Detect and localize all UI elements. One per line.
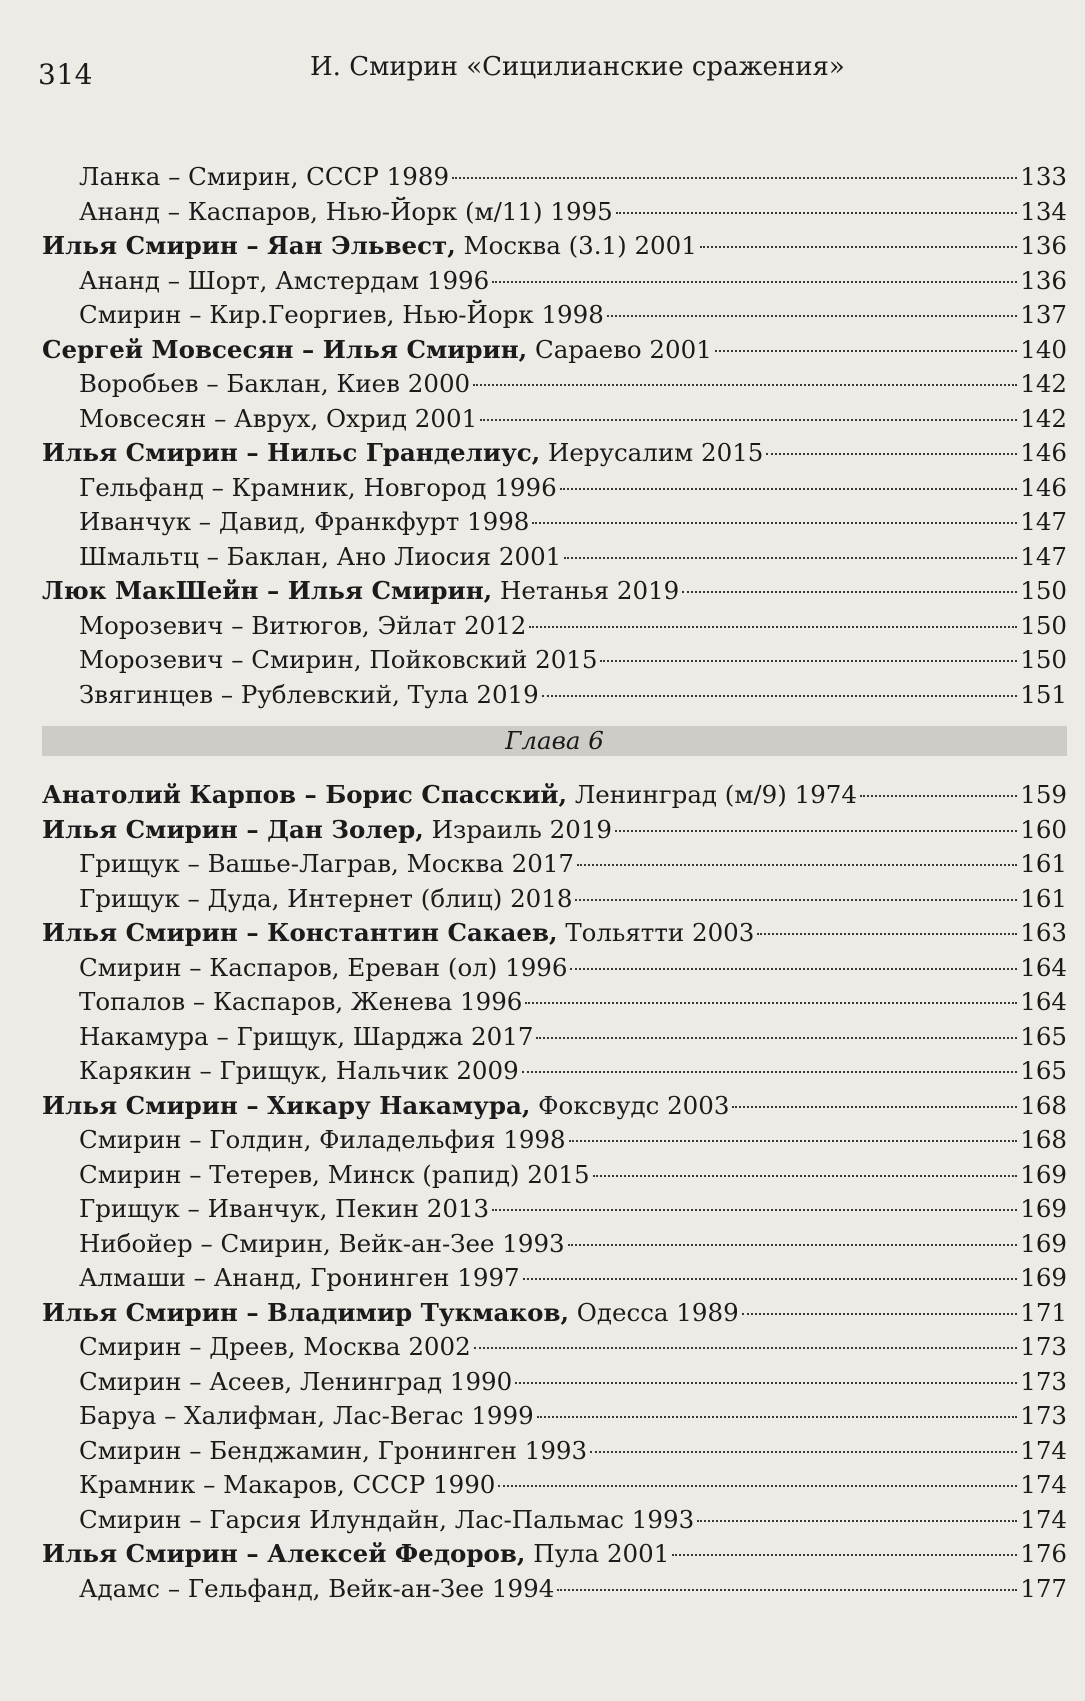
entry-title: [42, 778, 857, 813]
page-header: [0, 50, 1085, 110]
entry-players: Илья Смирин – Владимир Тукмаков,: [42, 1297, 570, 1327]
entry-text: Накамура – Грищук, Шарджа 2017: [79, 1021, 534, 1051]
entry-title: [42, 333, 712, 368]
toc-entry: [42, 229, 1067, 264]
entry-text: Ананд – Каспаров, Нью-Йорк (м/11) 1995: [79, 196, 613, 226]
entry-title: [42, 264, 489, 299]
dot-leader: [542, 695, 1018, 697]
page-ref: 133: [1020, 162, 1067, 191]
entry-players: Илья Смирин – Дан Золер,: [42, 814, 424, 844]
entry-title: [42, 1296, 739, 1331]
entry-text: Смирин – Каспаров, Ереван (ол) 1996: [79, 952, 568, 982]
dot-leader: [523, 1278, 1018, 1280]
toc-subentry: [42, 643, 1067, 678]
entry-text: Топалов – Каспаров, Женева 1996: [79, 987, 523, 1016]
dot-leader: [452, 177, 1017, 179]
entry-text: Одесса 1989: [569, 1297, 739, 1327]
entry-players: Илья Смирин – Яан Эльвест,: [42, 231, 456, 260]
dot-leader: [616, 212, 1018, 214]
page-ref: 161: [1020, 849, 1067, 878]
entry-text: Грищук – Иванчук, Пекин 2013: [79, 1194, 490, 1223]
entry-text: Гельфанд – Крамник, Новгород 1996: [79, 472, 557, 502]
running-title: И. Смирин «Сицилианские сражения»: [310, 52, 845, 82]
toc-entry: [42, 1296, 1067, 1331]
page-ref: 169: [1020, 1159, 1067, 1189]
entry-title: [42, 813, 612, 848]
entry-title: [42, 1089, 729, 1124]
page-ref: 146: [1020, 438, 1067, 467]
entry-text: Смирин – Асеев, Ленинград 1990: [79, 1366, 513, 1396]
entry-text: Израиль 2019: [423, 814, 613, 844]
toc-section-b: [42, 778, 1067, 1606]
page-ref: 159: [1020, 780, 1067, 809]
entry-text: Смирин – Гарсия Илундайн, Лас-Пальмас 1993: [79, 1504, 695, 1534]
entry-title: [42, 1365, 512, 1400]
entry-title: [42, 882, 572, 917]
entry-title: [42, 540, 561, 575]
toc-entry: [42, 436, 1067, 471]
page-ref: 134: [1020, 196, 1067, 226]
toc-subentry: [42, 298, 1067, 333]
toc-entry: [42, 778, 1067, 813]
dot-leader: [715, 350, 1017, 352]
entry-text: Ланка – Смирин, СССР 1989: [79, 162, 450, 191]
page-ref: 168: [1020, 1090, 1067, 1120]
dot-leader: [492, 281, 1017, 283]
toc-subentry: [42, 1192, 1067, 1227]
table-of-contents: [42, 160, 1067, 1606]
dot-leader: [529, 626, 1017, 628]
dot-leader: [536, 1037, 1017, 1039]
entry-text: Алмаши – Ананд, Гронинген 1997: [79, 1263, 520, 1292]
toc-subentry: [42, 847, 1067, 882]
dot-leader: [522, 1071, 1018, 1073]
entry-text: Нетанья 2019: [492, 576, 680, 605]
entry-title: [42, 402, 477, 437]
page-ref: 150: [1020, 645, 1067, 674]
page-ref: 174: [1020, 1504, 1067, 1534]
entry-players: Илья Смирин – Константин Сакаев,: [42, 918, 558, 947]
toc-subentry: [42, 264, 1067, 299]
dot-leader: [492, 1209, 1017, 1211]
page-ref: 161: [1020, 883, 1067, 913]
toc-subentry: [42, 1227, 1067, 1262]
page-ref: 136: [1020, 231, 1067, 260]
entry-title: [42, 471, 557, 506]
entry-text: Крамник – Макаров, СССР 1990: [79, 1470, 496, 1499]
entry-players: Сергей Мовсесян – Илья Смирин,: [42, 334, 528, 364]
entry-text: Морозевич – Витюгов, Эйлат 2012: [79, 610, 527, 640]
toc-subentry: [42, 1468, 1067, 1503]
entry-title: [42, 678, 539, 713]
toc-subentry: [42, 1330, 1067, 1365]
toc-subentry: [42, 1572, 1067, 1607]
page-ref: 169: [1020, 1194, 1067, 1223]
entry-title: [42, 436, 763, 471]
page-ref: 147: [1020, 541, 1067, 571]
toc-subentry: [42, 1399, 1067, 1434]
toc-entry: [42, 1537, 1067, 1572]
toc-subentry: [42, 985, 1067, 1020]
page-ref: 171: [1020, 1297, 1067, 1327]
entry-text: Адамс – Гельфанд, Вейк-ан-Зее 1994: [79, 1573, 555, 1603]
entry-text: Тольятти 2003: [557, 918, 755, 947]
toc-subentry: [42, 1503, 1067, 1538]
toc-subentry: [42, 951, 1067, 986]
page-ref: 176: [1020, 1539, 1067, 1568]
entry-text: Смирин – Дреев, Москва 2002: [79, 1332, 471, 1361]
entry-text: Мовсесян – Аврух, Охрид 2001: [79, 403, 478, 433]
entry-text: Грищук – Вашье-Лаграв, Москва 2017: [79, 849, 575, 878]
page-ref: 169: [1020, 1263, 1067, 1292]
page-ref: 164: [1020, 952, 1067, 982]
page-ref: 173: [1020, 1366, 1067, 1396]
toc-subentry: [42, 1365, 1067, 1400]
entry-text: Смирин – Голдин, Филадельфия 1998: [79, 1125, 566, 1154]
chapter-heading-bar: [42, 726, 1067, 756]
toc-subentry: [42, 471, 1067, 506]
dot-leader: [560, 488, 1018, 490]
page-ref: 142: [1020, 403, 1067, 433]
page-ref: 136: [1020, 265, 1067, 295]
dot-leader: [474, 1347, 1018, 1349]
dot-leader: [532, 522, 1017, 524]
dot-leader: [498, 1485, 1017, 1487]
entry-title: [42, 1020, 533, 1055]
dot-leader: [766, 453, 1017, 455]
entry-title: [42, 160, 449, 195]
entry-title: [42, 985, 522, 1020]
entry-text: Баруа – Халифман, Лас-Вегас 1999: [79, 1401, 534, 1430]
page-ref: 146: [1020, 472, 1067, 502]
dot-leader: [697, 1520, 1017, 1522]
toc-subentry: [42, 505, 1067, 540]
dot-leader: [593, 1175, 1018, 1177]
entry-title: [42, 229, 697, 264]
toc-subentry: [42, 195, 1067, 230]
entry-text: Смирин – Тетерев, Минск (рапид) 2015: [79, 1159, 590, 1189]
dot-leader: [742, 1313, 1018, 1315]
dot-leader: [525, 1002, 1017, 1004]
page-ref: 173: [1020, 1401, 1067, 1430]
entry-players: Илья Смирин – Нильс Гранделиус,: [42, 438, 541, 467]
toc-subentry: [42, 609, 1067, 644]
entry-title: [42, 1572, 554, 1607]
toc-subentry: [42, 1158, 1067, 1193]
toc-entry: [42, 574, 1067, 609]
toc-subentry: [42, 540, 1067, 575]
page-ref: 163: [1020, 918, 1067, 947]
entry-title: [42, 1399, 534, 1434]
entry-title: [42, 916, 754, 951]
entry-title: [42, 1468, 495, 1503]
entry-title: [42, 1537, 669, 1572]
dot-leader: [569, 1140, 1018, 1142]
entry-title: [42, 1192, 489, 1227]
toc-subentry: [42, 882, 1067, 917]
dot-leader: [557, 1589, 1017, 1591]
toc-subentry: [42, 1054, 1067, 1089]
toc-entry: [42, 1089, 1067, 1124]
page-ref: 147: [1020, 507, 1067, 536]
entry-title: [42, 1123, 566, 1158]
entry-text: Грищук – Дуда, Интернет (блиц) 2018: [79, 883, 573, 913]
entry-players: Илья Смирин – Хикару Накамура,: [42, 1090, 531, 1120]
dot-leader: [672, 1554, 1017, 1556]
toc-subentry: [42, 1020, 1067, 1055]
toc-subentry: [42, 1123, 1067, 1158]
entry-text: Нибойер – Смирин, Вейк-ан-Зее 1993: [79, 1228, 565, 1258]
dot-leader: [600, 660, 1017, 662]
entry-text: Смирин – Кир.Георгиев, Нью-Йорк 1998: [79, 300, 604, 329]
entry-title: [42, 951, 567, 986]
entry-title: [42, 609, 526, 644]
entry-title: [42, 1227, 565, 1262]
entry-title: [42, 298, 604, 333]
entry-text: Сараево 2001: [527, 334, 712, 364]
entry-title: [42, 847, 574, 882]
page-ref: 151: [1020, 679, 1067, 709]
dot-leader: [568, 1244, 1018, 1246]
entry-text: Морозевич – Смирин, Пойковский 2015: [79, 645, 598, 674]
page-ref: 160: [1020, 814, 1067, 844]
dot-leader: [480, 419, 1017, 421]
entry-text: Ананд – Шорт, Амстердам 1996: [79, 265, 490, 295]
entry-title: [42, 195, 613, 230]
page-ref: 174: [1020, 1470, 1067, 1499]
entry-text: Шмальтц – Баклан, Ано Лиосия 2001: [79, 541, 562, 571]
page-ref: 142: [1020, 369, 1067, 398]
toc-subentry: [42, 160, 1067, 195]
dot-leader: [577, 864, 1017, 866]
toc-subentry: [42, 1261, 1067, 1296]
page-ref: 140: [1020, 334, 1067, 364]
entry-title: [42, 1054, 519, 1089]
entry-title: [42, 574, 679, 609]
entry-title: [42, 643, 597, 678]
page-ref: 165: [1020, 1056, 1067, 1085]
entry-title: [42, 1434, 587, 1469]
toc-subentry: [42, 402, 1067, 437]
dot-leader: [732, 1106, 1017, 1108]
entry-text: Звягинцев – Рублевский, Тула 2019: [79, 679, 539, 709]
entry-text: Ленинград (м/9) 1974: [567, 780, 857, 809]
entry-text: Иванчук – Давид, Франкфурт 1998: [79, 507, 530, 536]
dot-leader: [537, 1416, 1018, 1418]
dot-leader: [473, 384, 1017, 386]
dot-leader: [575, 899, 1017, 901]
page-number: 314: [38, 58, 93, 91]
entry-text: Карякин – Грищук, Нальчик 2009: [79, 1056, 519, 1085]
page-ref: 174: [1020, 1435, 1067, 1465]
toc-entry: [42, 813, 1067, 848]
entry-text: Иерусалим 2015: [540, 438, 764, 467]
page-ref: 137: [1020, 300, 1067, 329]
entry-title: [42, 505, 529, 540]
toc-subentry: [42, 1434, 1067, 1469]
entry-text: Смирин – Бенджамин, Гронинген 1993: [79, 1435, 588, 1465]
entry-title: [42, 1503, 694, 1538]
dot-leader: [757, 933, 1017, 935]
dot-leader: [590, 1451, 1017, 1453]
page-ref: 173: [1020, 1332, 1067, 1361]
dot-leader: [564, 557, 1017, 559]
entry-players: Анатолий Карпов – Борис Спасский,: [42, 780, 568, 809]
entry-text: Москва (3.1) 2001: [455, 231, 697, 260]
entry-text: Фоксвудс 2003: [530, 1090, 730, 1120]
entry-text: Воробьев – Баклан, Киев 2000: [79, 369, 471, 398]
page-ref: 169: [1020, 1228, 1067, 1258]
chapter-title: Глава 6: [505, 726, 604, 755]
entry-players: Илья Смирин – Алексей Федоров,: [42, 1539, 526, 1568]
dot-leader: [570, 968, 1017, 970]
toc-subentry: [42, 367, 1067, 402]
dot-leader: [515, 1382, 1017, 1384]
entry-title: [42, 1158, 590, 1193]
toc-entry: [42, 333, 1067, 368]
toc-entry: [42, 916, 1067, 951]
dot-leader: [615, 830, 1017, 832]
page-ref: 150: [1020, 576, 1067, 605]
toc-section-a: [42, 160, 1067, 712]
entry-text: Пула 2001: [525, 1539, 670, 1568]
entry-title: [42, 1330, 471, 1365]
entry-title: [42, 1261, 520, 1296]
page-ref: 165: [1020, 1021, 1067, 1051]
dot-leader: [860, 795, 1017, 797]
page-ref: 164: [1020, 987, 1067, 1016]
entry-players: Люк МакШейн – Илья Смирин,: [42, 576, 493, 605]
dot-leader: [700, 246, 1017, 248]
page-ref: 177: [1020, 1573, 1067, 1603]
toc-subentry: [42, 678, 1067, 713]
page-ref: 168: [1020, 1125, 1067, 1154]
entry-title: [42, 367, 470, 402]
dot-leader: [682, 591, 1017, 593]
dot-leader: [607, 315, 1017, 317]
page-ref: 150: [1020, 610, 1067, 640]
